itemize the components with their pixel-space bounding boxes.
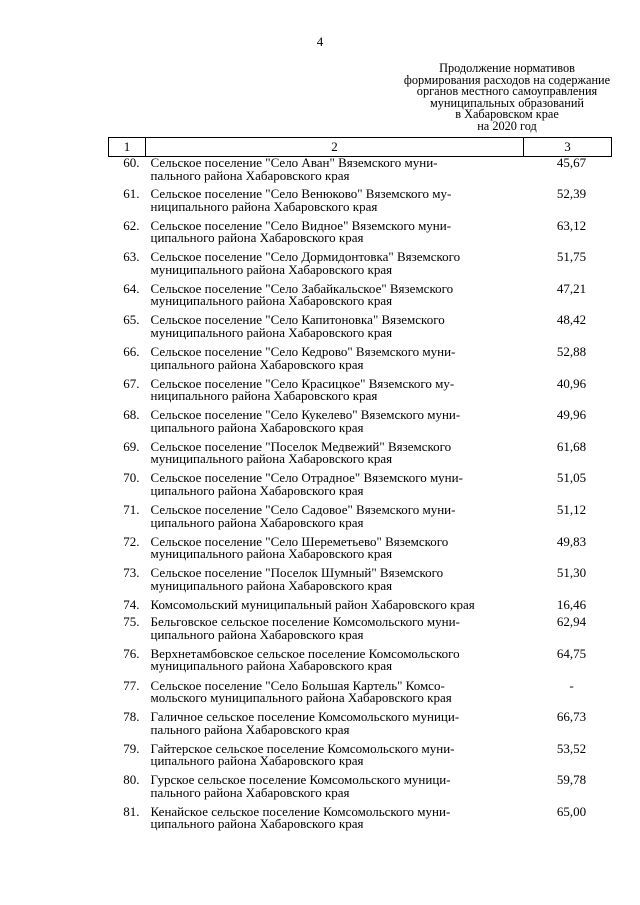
municipality-name xyxy=(146,803,524,838)
table-row xyxy=(109,711,612,743)
norms-table xyxy=(108,137,612,837)
municipality-name-line: Сельское поселение "Село Аван" Вяземского муни- xyxy=(150,155,438,170)
norm-value: 59,78 xyxy=(556,772,587,788)
document-heading xyxy=(384,63,630,132)
heading-line: органов местного самоуправления xyxy=(416,84,598,98)
row-number: 62. xyxy=(123,217,140,233)
norm-value: 63,12 xyxy=(556,217,587,233)
norm-value: 52,88 xyxy=(556,344,587,360)
row-number: 78. xyxy=(123,709,140,725)
municipality-name-line: Гурское сельское поселение Комсомольского муници- xyxy=(150,772,451,788)
heading-line: в Хабаровском крае xyxy=(455,107,559,121)
municipality-name-line: Сельское поселение "Село Венюково" Вяземского му- xyxy=(150,186,452,202)
column-header-number: 1 xyxy=(109,138,146,157)
row-number: 80. xyxy=(123,772,140,788)
municipality-name-line: муниципального района Хабаровского края xyxy=(150,324,393,340)
municipality-name-line: пального района Хабаровского края xyxy=(150,721,350,737)
row-number: 65. xyxy=(123,312,140,328)
norm-value: 65,00 xyxy=(556,803,587,819)
norm-value: 51,05 xyxy=(556,470,587,486)
norm-value: 49,83 xyxy=(556,533,587,549)
municipality-name-line: муниципального района Хабаровского края xyxy=(150,546,393,562)
municipality-name-line: Верхнетамбовское сельское поселение Комсомольского xyxy=(150,645,460,661)
municipality-name-line: ципального района Хабаровского края xyxy=(150,230,364,246)
municipality-name-line: Гайтерское сельское поселение Комсомольского муни- xyxy=(150,740,455,756)
municipality-name-line: Сельское поселение "Село Садовое" Вяземского муни- xyxy=(150,502,456,518)
heading-line: Продолжение нормативов xyxy=(439,61,575,75)
norm-value: 49,96 xyxy=(556,407,587,423)
row-number: 81. xyxy=(123,803,140,819)
municipality-name xyxy=(146,677,524,712)
row-number: 73. xyxy=(123,565,140,581)
row-number: 70. xyxy=(123,470,140,486)
municipality-name-line: муниципального района Хабаровского края xyxy=(150,293,393,309)
municipality-name-line: Сельское поселение "Село Большая Картель" Комсо- xyxy=(150,677,445,693)
norm-value: 52,39 xyxy=(556,186,587,202)
municipality-name-line: Сельское поселение "Поселок Медвежий" Вяземского xyxy=(150,438,452,454)
norm-value: 48,42 xyxy=(556,312,587,328)
municipality-name-line: Бельговское сельское поселение Комсомольского муни- xyxy=(150,614,460,630)
table-row xyxy=(109,616,612,648)
municipality-name xyxy=(146,567,524,599)
header-row xyxy=(109,138,612,157)
table-row xyxy=(109,220,612,252)
municipality-name-line: Сельское поселение "Село Видное" Вяземского муни- xyxy=(150,217,452,233)
row-number: 68. xyxy=(123,407,140,423)
municipality-name xyxy=(146,533,524,568)
municipality-name-line: ципального района Хабаровского края xyxy=(150,356,364,372)
municipality-name-line: Сельское поселение "Село Шереметьево" Вяземского xyxy=(150,533,449,549)
table-row xyxy=(109,188,612,220)
municipality-name-line: Сельское поселение "Село Капитоновка" Вяземского xyxy=(150,312,445,328)
table-header xyxy=(109,138,612,157)
row-number: 66. xyxy=(123,344,140,360)
municipality-name xyxy=(146,217,524,252)
municipality-name-line: пального района Хабаровского края xyxy=(150,167,350,183)
municipality-name-line: Сельское поселение "Село Кукелево" Вяземского муни- xyxy=(150,407,461,423)
table-row xyxy=(109,157,612,189)
municipality-name-line: ципального района Хабаровского края xyxy=(150,514,364,530)
row-number: 74. xyxy=(123,596,140,612)
row-number: 75. xyxy=(123,614,140,630)
norm-value: 61,68 xyxy=(556,438,587,454)
row-number: 69. xyxy=(123,438,140,454)
municipality-name xyxy=(146,504,524,536)
table-row xyxy=(109,504,612,536)
norm-value: - xyxy=(569,677,574,693)
municipality-name-line: ципального района Хабаровского края xyxy=(150,482,364,498)
norm-value: 51,30 xyxy=(556,565,587,581)
table-row xyxy=(109,567,612,599)
municipality-name-line: Сельское поселение "Село Забайкальское" Вяземского xyxy=(150,280,454,296)
table-row xyxy=(109,346,612,378)
column-header-name: 2 xyxy=(146,138,524,157)
municipality-name xyxy=(146,645,524,680)
table-row xyxy=(109,378,612,410)
municipality-name xyxy=(146,740,524,775)
municipality-name xyxy=(146,346,524,378)
municipality-name-line: муниципального района Хабаровского края xyxy=(150,658,393,674)
row-number: 72. xyxy=(123,533,140,549)
municipality-name-line: Галичное сельское поселение Комсомольского муници- xyxy=(150,709,460,725)
municipality-name xyxy=(146,438,524,473)
row-number: 63. xyxy=(123,249,140,265)
table-row xyxy=(109,283,612,315)
norm-value: 40,96 xyxy=(556,375,587,391)
table-row xyxy=(109,441,612,473)
row-number: 64. xyxy=(123,280,140,296)
table-row xyxy=(109,680,612,712)
norm-value: 53,52 xyxy=(556,740,587,756)
municipality-name-line: ципального района Хабаровского края xyxy=(150,753,364,769)
norm-value: 64,75 xyxy=(556,645,587,661)
municipality-name-line: ниципального района Хабаровского края xyxy=(150,198,378,214)
municipality-name xyxy=(146,409,524,441)
row-number: 60. xyxy=(123,155,140,170)
row-number: 61. xyxy=(123,186,140,202)
municipality-name-line: Сельское поселение "Село Кедрово" Вяземского муни- xyxy=(150,344,456,360)
municipality-name xyxy=(146,188,524,220)
municipality-name-line: Комсомольский муниципальный район Хабаровского края xyxy=(150,596,475,612)
municipality-name-line: Сельское поселение "Село Красицкое" Вяземского му- xyxy=(150,375,455,391)
heading-line: на 2020 год xyxy=(477,118,537,133)
table-row xyxy=(109,472,612,504)
norm-value: 45,67 xyxy=(556,155,587,170)
municipality-name xyxy=(146,314,524,346)
page-number: 4 xyxy=(316,34,324,49)
table-row xyxy=(109,806,612,838)
municipality-name xyxy=(146,774,524,806)
norm-value: 66,73 xyxy=(556,709,587,725)
table-row xyxy=(109,314,612,346)
municipality-name xyxy=(146,375,524,410)
municipality-name xyxy=(146,616,524,648)
municipality-name-line: Сельское поселение "Село Отрадное" Вяземского муни- xyxy=(150,470,463,486)
municipality-name-line: ниципального района Хабаровского края xyxy=(150,388,378,404)
row-number: 79. xyxy=(123,740,140,756)
municipality-name xyxy=(146,280,524,315)
row-number: 71. xyxy=(123,502,140,518)
municipality-name-line: Сельское поселение "Поселок Шумный" Вяземского xyxy=(150,565,444,581)
municipality-name xyxy=(146,711,524,743)
column-header-value: 3 xyxy=(524,138,612,157)
norm-value: 51,12 xyxy=(556,502,587,518)
municipality-name-line: муниципального района Хабаровского края xyxy=(150,451,393,467)
municipality-name-line: Кенайское сельское поселение Комсомольского муни- xyxy=(150,803,451,819)
heading-line: муниципальных образований xyxy=(430,95,584,110)
table-row xyxy=(109,743,612,775)
heading-line: формирования расходов на содержание xyxy=(403,72,611,87)
municipality-name xyxy=(146,251,524,283)
row-number: 67. xyxy=(123,375,140,391)
table-body xyxy=(109,157,612,838)
table-row xyxy=(109,648,612,680)
norm-value: 51,75 xyxy=(556,249,587,265)
municipality-name-line: ципального района Хабаровского края xyxy=(150,419,364,435)
municipality-name xyxy=(146,472,524,504)
table-row xyxy=(109,536,612,568)
norm-value: 16,46 xyxy=(556,596,587,612)
table-row xyxy=(109,774,612,806)
municipality-name-line: Сельское поселение "Село Дормидонтовка" Вяземского xyxy=(150,249,461,265)
municipality-name-line: пального района Хабаровского края xyxy=(150,784,350,800)
municipality-name-line: ципального района Хабаровского края xyxy=(150,626,364,642)
norm-value: 47,21 xyxy=(556,280,587,296)
row-number: 76. xyxy=(123,645,140,661)
row-number: 77. xyxy=(123,677,140,693)
municipality-name-line: ципального района Хабаровского края xyxy=(150,816,364,832)
municipality-name-line: муниципального района Хабаровского края xyxy=(150,577,393,593)
municipality-name-line: мольского муниципального района Хабаровского края xyxy=(150,690,452,705)
table-row xyxy=(109,251,612,283)
norm-value: 62,94 xyxy=(556,614,587,630)
municipality-name xyxy=(146,157,524,189)
municipality-name-line: муниципального района Хабаровского края xyxy=(150,261,393,277)
table-row xyxy=(109,409,612,441)
